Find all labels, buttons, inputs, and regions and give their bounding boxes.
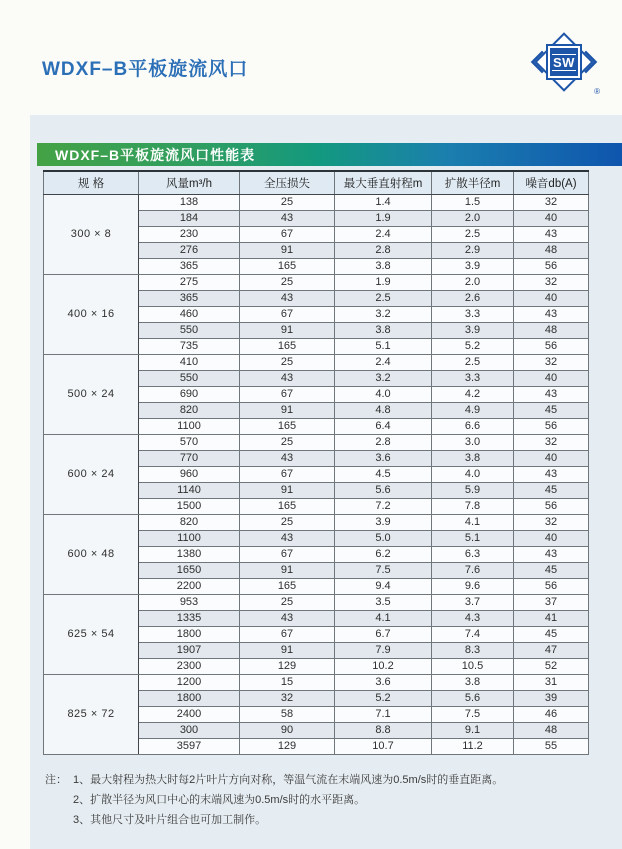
section-banner xyxy=(37,143,622,166)
data-cell: 3.9 xyxy=(432,258,514,274)
data-cell: 10.2 xyxy=(335,658,432,674)
column-header: 噪音db(A) xyxy=(514,171,589,194)
table-header xyxy=(44,171,589,194)
note-item: 2、扩散半径为风口中心的末端风速为0.5m/s时的水平距离。 xyxy=(73,794,366,806)
data-cell: 3.2 xyxy=(335,306,432,322)
data-cell: 67 xyxy=(240,226,335,242)
data-cell: 43 xyxy=(514,466,589,482)
data-cell: 40 xyxy=(514,530,589,546)
data-cell: 1500 xyxy=(139,498,240,514)
data-cell: 43 xyxy=(240,210,335,226)
data-cell: 300 xyxy=(139,722,240,738)
data-cell: 6.2 xyxy=(335,546,432,562)
data-cell: 56 xyxy=(514,258,589,274)
data-cell: 2.4 xyxy=(335,354,432,370)
data-cell: 91 xyxy=(240,242,335,258)
data-cell: 4.1 xyxy=(432,514,514,530)
table-row xyxy=(44,194,589,210)
data-cell: 91 xyxy=(240,322,335,338)
data-cell: 7.2 xyxy=(335,498,432,514)
data-cell: 410 xyxy=(139,354,240,370)
data-cell: 40 xyxy=(514,290,589,306)
column-header: 最大垂直射程m xyxy=(335,171,432,194)
data-cell: 39 xyxy=(514,690,589,706)
data-cell: 2.8 xyxy=(335,242,432,258)
data-cell: 43 xyxy=(240,530,335,546)
table-body xyxy=(44,194,589,754)
data-cell: 3.8 xyxy=(335,322,432,338)
data-cell: 3.8 xyxy=(335,258,432,274)
data-cell: 3.2 xyxy=(335,370,432,386)
data-cell: 90 xyxy=(240,722,335,738)
data-cell: 4.0 xyxy=(335,386,432,402)
data-cell: 3.6 xyxy=(335,674,432,690)
spec-cell: 400 × 16 xyxy=(44,274,139,354)
table-banner-title: WDXF–B平板旋流风口性能表 xyxy=(55,146,256,163)
data-cell: 5.6 xyxy=(335,482,432,498)
data-cell: 690 xyxy=(139,386,240,402)
data-cell: 2300 xyxy=(139,658,240,674)
data-cell: 46 xyxy=(514,706,589,722)
data-cell: 4.1 xyxy=(335,610,432,626)
data-cell: 3597 xyxy=(139,738,240,754)
data-cell: 1800 xyxy=(139,626,240,642)
data-cell: 8.3 xyxy=(432,642,514,658)
data-cell: 5.2 xyxy=(335,690,432,706)
data-cell: 67 xyxy=(240,626,335,642)
data-cell: 7.5 xyxy=(335,562,432,578)
data-cell: 2.0 xyxy=(432,274,514,290)
data-cell: 32 xyxy=(514,194,589,210)
data-cell: 56 xyxy=(514,578,589,594)
data-cell: 43 xyxy=(240,370,335,386)
data-cell: 5.1 xyxy=(432,530,514,546)
data-cell: 4.0 xyxy=(432,466,514,482)
data-cell: 43 xyxy=(240,290,335,306)
data-cell: 10.7 xyxy=(335,738,432,754)
data-cell: 3.3 xyxy=(432,306,514,322)
data-cell: 5.0 xyxy=(335,530,432,546)
data-cell: 3.3 xyxy=(432,370,514,386)
data-cell: 32 xyxy=(514,434,589,450)
data-cell: 3.7 xyxy=(432,594,514,610)
column-header: 规 格 xyxy=(44,171,139,194)
data-cell: 40 xyxy=(514,370,589,386)
data-cell: 953 xyxy=(139,594,240,610)
data-cell: 9.6 xyxy=(432,578,514,594)
column-header: 全压损失 xyxy=(240,171,335,194)
data-cell: 43 xyxy=(514,226,589,242)
data-cell: 4.9 xyxy=(432,402,514,418)
data-cell: 43 xyxy=(240,610,335,626)
data-cell: 9.4 xyxy=(335,578,432,594)
data-cell: 7.4 xyxy=(432,626,514,642)
data-cell: 570 xyxy=(139,434,240,450)
performance-table xyxy=(43,170,589,755)
notes-list xyxy=(73,770,503,830)
data-cell: 6.4 xyxy=(335,418,432,434)
data-cell: 48 xyxy=(514,242,589,258)
data-cell: 2.8 xyxy=(335,434,432,450)
data-cell: 365 xyxy=(139,258,240,274)
data-cell: 58 xyxy=(240,706,335,722)
company-logo-icon xyxy=(532,30,600,96)
data-cell: 32 xyxy=(240,690,335,706)
data-cell: 40 xyxy=(514,210,589,226)
data-cell: 1140 xyxy=(139,482,240,498)
data-cell: 52 xyxy=(514,658,589,674)
logo-emblem xyxy=(546,44,582,80)
data-cell: 9.1 xyxy=(432,722,514,738)
data-cell: 550 xyxy=(139,322,240,338)
data-cell: 2400 xyxy=(139,706,240,722)
data-cell: 1100 xyxy=(139,418,240,434)
data-cell: 55 xyxy=(514,738,589,754)
data-cell: 1.9 xyxy=(335,210,432,226)
data-cell: 2.6 xyxy=(432,290,514,306)
data-cell: 2.9 xyxy=(432,242,514,258)
data-cell: 6.3 xyxy=(432,546,514,562)
data-cell: 43 xyxy=(240,450,335,466)
data-cell: 45 xyxy=(514,626,589,642)
data-cell: 25 xyxy=(240,194,335,210)
data-cell: 230 xyxy=(139,226,240,242)
data-cell: 3.9 xyxy=(335,514,432,530)
data-cell: 4.5 xyxy=(335,466,432,482)
data-cell: 11.2 xyxy=(432,738,514,754)
data-cell: 4.8 xyxy=(335,402,432,418)
data-cell: 25 xyxy=(240,594,335,610)
data-cell: 2.0 xyxy=(432,210,514,226)
data-cell: 7.6 xyxy=(432,562,514,578)
notes-label: 注： xyxy=(45,774,67,786)
data-cell: 275 xyxy=(139,274,240,290)
data-cell: 138 xyxy=(139,194,240,210)
table-row xyxy=(44,354,589,370)
data-cell: 3.8 xyxy=(432,674,514,690)
data-cell: 460 xyxy=(139,306,240,322)
data-cell: 91 xyxy=(240,482,335,498)
data-cell: 56 xyxy=(514,418,589,434)
data-cell: 2.5 xyxy=(432,354,514,370)
data-cell: 276 xyxy=(139,242,240,258)
data-cell: 48 xyxy=(514,322,589,338)
data-cell: 43 xyxy=(514,546,589,562)
data-cell: 48 xyxy=(514,722,589,738)
data-cell: 165 xyxy=(240,418,335,434)
registered-trademark-symbol: ® xyxy=(594,87,600,96)
data-cell: 1200 xyxy=(139,674,240,690)
data-cell: 3.0 xyxy=(432,434,514,450)
spec-cell: 600 × 24 xyxy=(44,434,139,514)
data-cell: 5.1 xyxy=(335,338,432,354)
data-cell: 4.2 xyxy=(432,386,514,402)
data-cell: 1907 xyxy=(139,642,240,658)
data-cell: 4.3 xyxy=(432,610,514,626)
data-cell: 5.2 xyxy=(432,338,514,354)
data-cell: 25 xyxy=(240,274,335,290)
data-cell: 2.5 xyxy=(335,290,432,306)
data-cell: 165 xyxy=(240,498,335,514)
spec-cell: 625 × 54 xyxy=(44,594,139,674)
data-cell: 735 xyxy=(139,338,240,354)
data-cell: 25 xyxy=(240,434,335,450)
data-cell: 67 xyxy=(240,466,335,482)
data-cell: 1100 xyxy=(139,530,240,546)
content-panel xyxy=(30,115,622,849)
data-cell: 10.5 xyxy=(432,658,514,674)
note-item: 1、最大射程为热大时每2片叶片方向对称，等温气流在末端风速为0.5m/s时的垂直距离。 xyxy=(73,774,504,786)
data-cell: 960 xyxy=(139,466,240,482)
data-cell: 2.5 xyxy=(432,226,514,242)
spec-cell: 825 × 72 xyxy=(44,674,139,754)
data-cell: 770 xyxy=(139,450,240,466)
data-cell: 45 xyxy=(514,482,589,498)
data-cell: 25 xyxy=(240,354,335,370)
data-cell: 6.7 xyxy=(335,626,432,642)
data-cell: 43 xyxy=(514,386,589,402)
data-cell: 7.8 xyxy=(432,498,514,514)
data-cell: 1380 xyxy=(139,546,240,562)
data-cell: 129 xyxy=(240,738,335,754)
data-cell: 2200 xyxy=(139,578,240,594)
data-cell: 41 xyxy=(514,610,589,626)
table-row xyxy=(44,274,589,290)
data-cell: 91 xyxy=(240,642,335,658)
data-cell: 40 xyxy=(514,450,589,466)
data-cell: 1.4 xyxy=(335,194,432,210)
spec-cell: 600 × 48 xyxy=(44,514,139,594)
data-cell: 7.9 xyxy=(335,642,432,658)
data-cell: 45 xyxy=(514,402,589,418)
data-cell: 5.9 xyxy=(432,482,514,498)
data-cell: 32 xyxy=(514,514,589,530)
data-cell: 67 xyxy=(240,386,335,402)
column-header: 扩散半径m xyxy=(432,171,514,194)
page-title: WDXF–B平板旋流风口 xyxy=(42,59,249,80)
spec-cell: 300 × 8 xyxy=(44,194,139,274)
data-cell: 15 xyxy=(240,674,335,690)
data-cell: 1335 xyxy=(139,610,240,626)
data-cell: 7.1 xyxy=(335,706,432,722)
data-cell: 3.8 xyxy=(432,450,514,466)
data-cell: 1.5 xyxy=(432,194,514,210)
spec-cell: 500 × 24 xyxy=(44,354,139,434)
data-cell: 45 xyxy=(514,562,589,578)
data-cell: 1650 xyxy=(139,562,240,578)
data-cell: 25 xyxy=(240,514,335,530)
data-cell: 91 xyxy=(240,402,335,418)
data-cell: 31 xyxy=(514,674,589,690)
column-header: 风量m³/h xyxy=(139,171,240,194)
data-cell: 365 xyxy=(139,290,240,306)
table-header-row xyxy=(44,171,589,194)
data-cell: 3.5 xyxy=(335,594,432,610)
data-cell: 32 xyxy=(514,354,589,370)
data-cell: 7.5 xyxy=(432,706,514,722)
data-cell: 820 xyxy=(139,514,240,530)
data-cell: 43 xyxy=(514,306,589,322)
data-cell: 550 xyxy=(139,370,240,386)
data-cell: 67 xyxy=(240,306,335,322)
logo-text: SW xyxy=(553,54,575,70)
data-cell: 3.9 xyxy=(432,322,514,338)
data-cell: 184 xyxy=(139,210,240,226)
table-row xyxy=(44,514,589,530)
data-cell: 56 xyxy=(514,338,589,354)
data-cell: 1800 xyxy=(139,690,240,706)
data-cell: 165 xyxy=(240,578,335,594)
footnotes xyxy=(45,770,503,830)
table-row xyxy=(44,674,589,690)
data-cell: 32 xyxy=(514,274,589,290)
data-cell: 165 xyxy=(240,258,335,274)
data-cell: 3.6 xyxy=(335,450,432,466)
data-cell: 2.4 xyxy=(335,226,432,242)
table-row xyxy=(44,434,589,450)
data-cell: 6.6 xyxy=(432,418,514,434)
data-cell: 56 xyxy=(514,498,589,514)
data-cell: 91 xyxy=(240,562,335,578)
data-cell: 47 xyxy=(514,642,589,658)
data-cell: 129 xyxy=(240,658,335,674)
data-cell: 1.9 xyxy=(335,274,432,290)
data-cell: 37 xyxy=(514,594,589,610)
data-cell: 165 xyxy=(240,338,335,354)
table-row xyxy=(44,594,589,610)
note-item: 3、其他尺寸及叶片组合也可加工制作。 xyxy=(73,814,267,826)
data-cell: 820 xyxy=(139,402,240,418)
data-cell: 67 xyxy=(240,546,335,562)
data-cell: 5.6 xyxy=(432,690,514,706)
data-cell: 8.8 xyxy=(335,722,432,738)
